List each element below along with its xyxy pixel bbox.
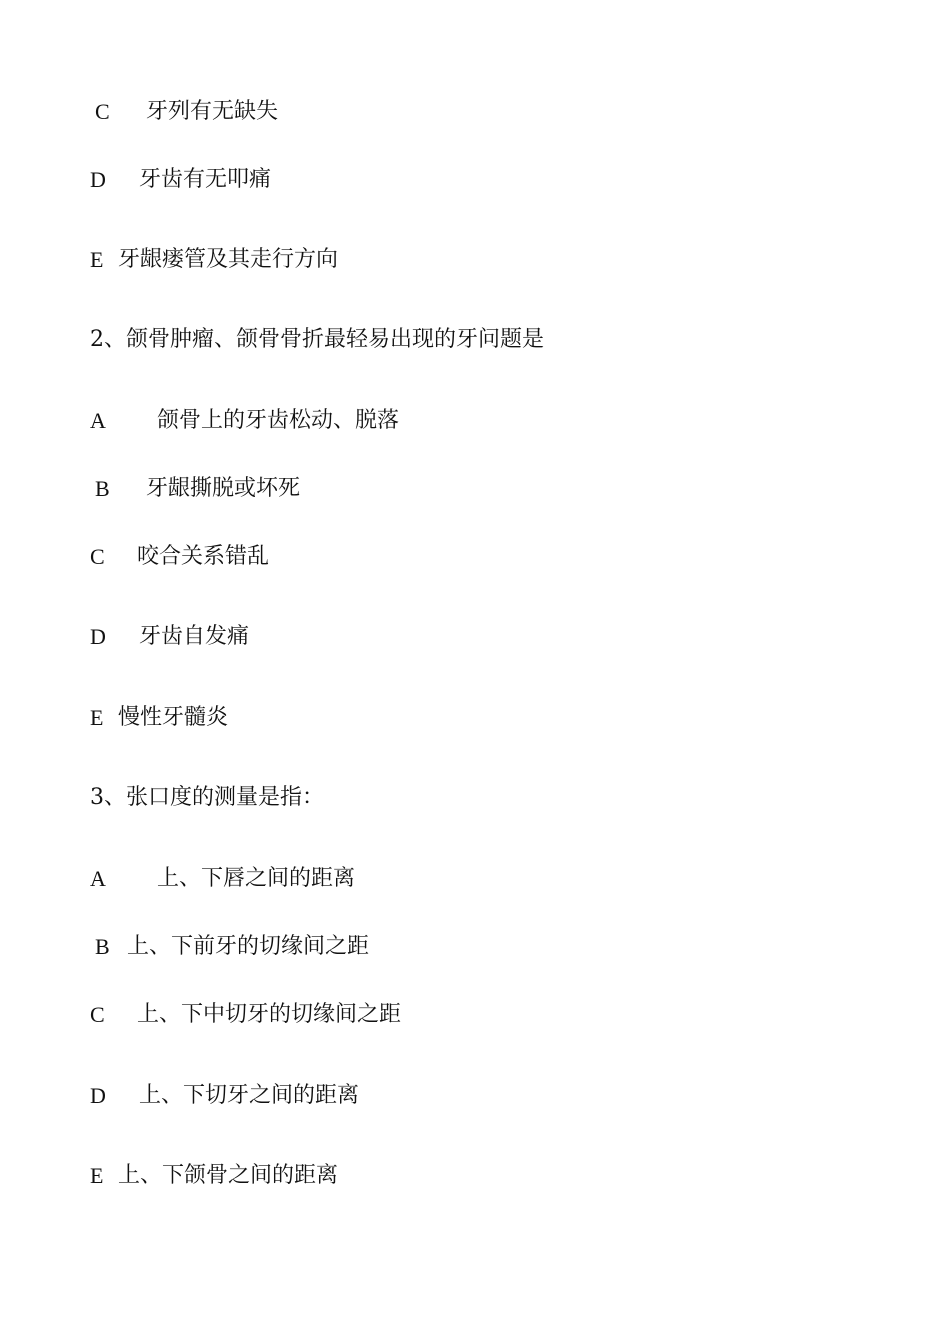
option-text: 上、下中切牙的切缘间之距: [137, 1002, 402, 1027]
q1-option-d: [0, 164, 272, 196]
option-text: 上、下颌骨之间的距离: [118, 1163, 339, 1188]
option-text: 上、下前牙的切缘间之距: [127, 934, 370, 959]
q2-option-a: [0, 405, 400, 437]
option-letter: B: [95, 934, 110, 959]
q2-option-b: [0, 473, 301, 505]
q3-option-e: [0, 1160, 339, 1192]
option-text: 慢性牙髓炎: [118, 705, 229, 730]
option-text: 牙齿自发痛: [139, 624, 250, 649]
option-letter: D: [90, 167, 106, 192]
option-letter: B: [95, 476, 110, 501]
option-text: 上、下唇之间的距离: [157, 866, 356, 891]
option-text: 上、下切牙之间的距离: [139, 1083, 360, 1108]
q3-option-c: [0, 999, 402, 1031]
option-letter: D: [90, 624, 106, 649]
q2-option-d: [0, 621, 250, 653]
q1-option-c: [0, 96, 279, 128]
q3-option-a: [0, 863, 356, 895]
q3-option-d: [0, 1080, 360, 1112]
option-letter: A: [90, 408, 106, 433]
q3-option-b: [0, 931, 370, 963]
option-letter: C: [90, 1002, 105, 1027]
question-text: 3、张口度的测量是指：: [90, 785, 324, 810]
option-letter: C: [95, 99, 110, 124]
q2-option-c: [0, 541, 270, 573]
q1-option-e: [0, 244, 339, 276]
option-text: 咬合关系错乱: [137, 544, 270, 569]
option-text: 牙齿有无叩痛: [139, 167, 272, 192]
option-letter: E: [90, 1163, 104, 1188]
option-letter: E: [90, 247, 104, 272]
q2-option-e: [0, 702, 229, 734]
option-text: 牙列有无缺失: [146, 99, 279, 124]
q2-stem: [0, 324, 544, 356]
option-letter: D: [90, 1083, 106, 1108]
option-text: 牙龈瘘管及其走行方向: [118, 247, 339, 272]
q3-stem: [0, 782, 324, 814]
option-letter: E: [90, 705, 104, 730]
option-text: 牙龈撕脱或坏死: [146, 476, 301, 501]
option-text: 颌骨上的牙齿松动、脱落: [157, 408, 400, 433]
question-text: 2、颌骨肿瘤、颌骨骨折最轻易出现的牙问题是: [90, 327, 544, 352]
option-letter: C: [90, 544, 105, 569]
option-letter: A: [90, 866, 106, 891]
